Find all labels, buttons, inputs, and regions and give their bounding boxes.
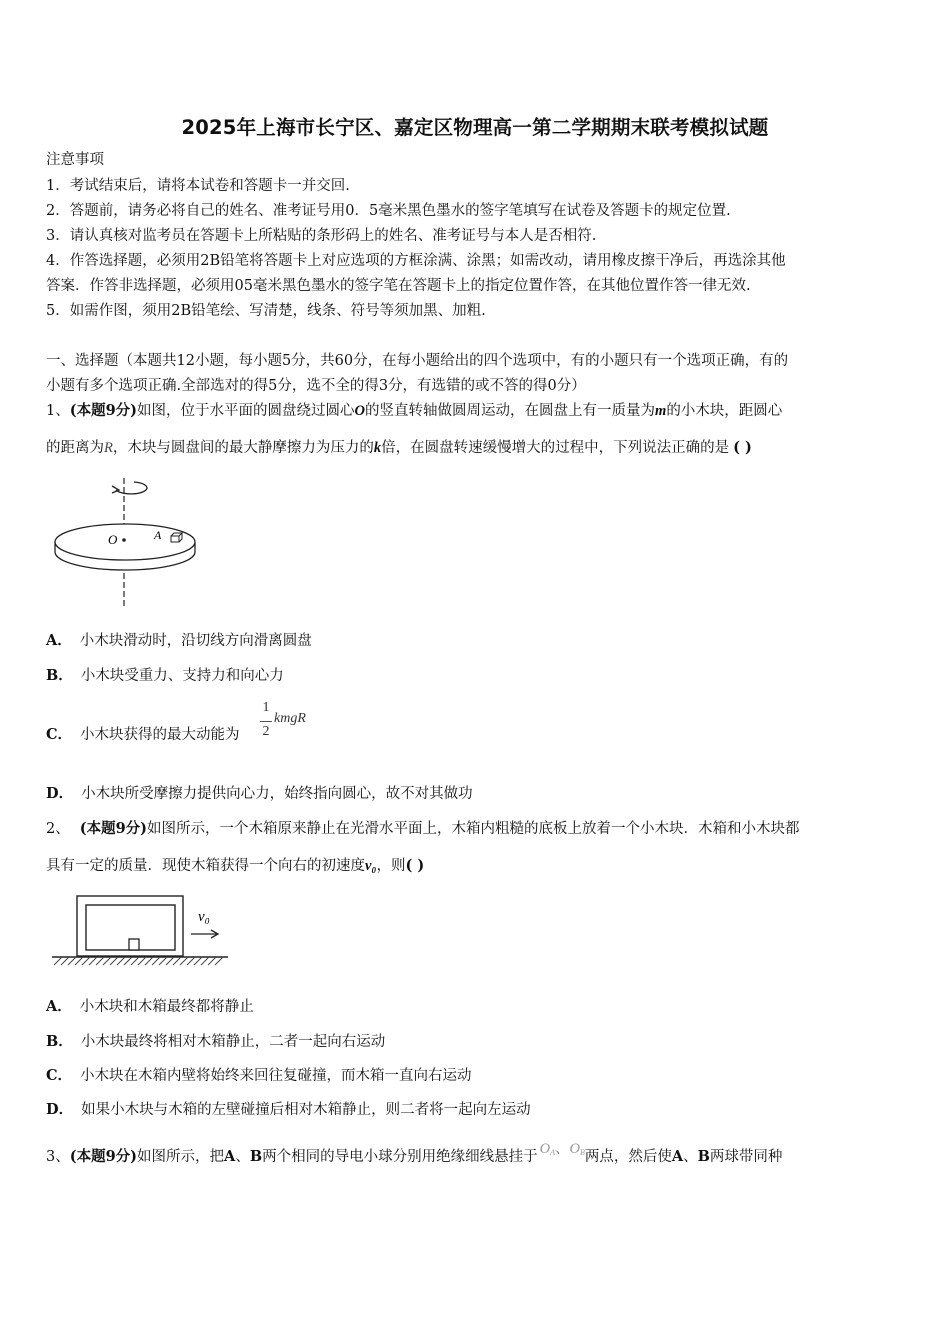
q3-var-a2: A (671, 1148, 684, 1165)
q2-option-d (46, 1100, 531, 1120)
q3-text: 、 (683, 1149, 698, 1165)
option-label: D． (46, 1101, 74, 1118)
q1-number: 1、 (46, 403, 70, 419)
q1-text: 的小木块，距圆心 (666, 403, 783, 419)
option-label: A． (46, 998, 72, 1015)
q1-text: 的距离为 (46, 440, 104, 456)
q1-option-c (46, 725, 240, 745)
option-text: 小木块受重力、支持力和向心力 (80, 668, 284, 684)
option-label: A． (46, 632, 72, 649)
q1-score: (本题9分) (69, 402, 138, 419)
q1-disc-figure (50, 470, 210, 612)
q1-text: 如图，位于水平面的圆盘绕过圆心 (137, 403, 355, 419)
option-label: C． (46, 1067, 73, 1084)
q2-line2 (46, 856, 424, 876)
q1-var-m: m (655, 403, 667, 419)
q2-box-figure (50, 890, 235, 976)
ground-hatch (54, 957, 223, 965)
label-v0: v₀ (198, 909, 210, 925)
q2-line1 (46, 819, 800, 839)
label-a: A (154, 528, 162, 542)
q2-option-b (46, 1032, 385, 1052)
q3-var-oa-sub: A (550, 1148, 555, 1157)
q3-text: 两点，然后使 (584, 1149, 672, 1165)
formula-denominator: 2 (262, 724, 270, 739)
option-text: 小木块滑动时，沿切线方向滑离圆盘 (79, 633, 312, 649)
q2-score: (本题9分) (79, 820, 148, 837)
notice-item: 答案．作答非选择题，必须用05毫米黑色墨水的签字笔在答题卡上的指定位置作答，在其他位置作答一律无效. (46, 278, 751, 294)
q1-var-o: O (354, 403, 366, 419)
option-text: 小木块在木箱内壁将始终来回往复碰撞，而木箱一直向右运动 (80, 1068, 472, 1084)
q1-text: 的竖直转轴做圆周运动，在圆盘上有一质量为 (365, 403, 656, 419)
q2-text: 如图所示，一个木箱原来静止在光滑水平面上，木箱内粗糙的底板上放着一个小木块．木箱和小木块都 (147, 821, 800, 837)
q3-text: 、 (235, 1149, 250, 1165)
wood-block (171, 536, 179, 542)
q3-line1 (46, 1141, 783, 1169)
rotation-arrow-icon (116, 482, 147, 494)
notice-item: 2．答题前，请务必将自己的姓名、准考证号用0．5毫米黑色墨水的签字笔填写在试卷及答题卡的规定位置. (46, 203, 731, 219)
small-block (129, 939, 139, 950)
q3-text: 如图所示，把 (137, 1149, 225, 1165)
option-text: 小木块和木箱最终都将静止 (79, 999, 254, 1015)
q2-answer-paren: ( ) (405, 857, 425, 874)
q3-var-b: B (249, 1148, 263, 1165)
center-point (122, 538, 126, 542)
page-title: 2025年上海市长宁区、嘉定区物理高一第二学期期末联考模拟试题 (181, 116, 769, 139)
q1-var-k: k (373, 440, 382, 456)
formula-expr: kmgR (274, 711, 306, 726)
option-label: C． (46, 726, 73, 743)
option-text: 小木块获得的最大动能为 (80, 727, 240, 743)
q1-option-b (46, 666, 284, 686)
q3-var-ob-sub: B (579, 1148, 585, 1157)
q3-var-ob: O (569, 1141, 580, 1157)
q3-text: 两个相同的导电小球分别用绝缘细线悬挂于 (262, 1149, 538, 1165)
option-text: 小木块所受摩擦力提供向心力，始终指向圆心，故不对其做功 (81, 786, 473, 802)
section-line: 一、选择题（本题共12小题，每小题5分，共60分，在每小题给出的四个选项中，有的小题只有一个选项正确，有的 (46, 353, 789, 369)
q2-var-v0: v₀ (365, 858, 377, 874)
notice-item: 1．考试结束后，请将本试卷和答题卡一并交回. (46, 178, 350, 194)
q3-text: 两球带同种 (709, 1149, 783, 1165)
q2-option-c (46, 1066, 472, 1086)
option-label: B． (46, 1033, 73, 1050)
q1-answer-paren: ( ) (733, 439, 752, 456)
q3-var-oa: O (539, 1141, 551, 1157)
q2-option-a (46, 997, 254, 1017)
formula-numerator: 1 (262, 700, 270, 715)
notice-heading: 注意事项 (46, 152, 104, 168)
option-text: 如果小木块与木箱的左壁碰撞后相对木箱静止，则二者将一起向左运动 (81, 1102, 531, 1118)
q2-text: 具有一定的质量．现使木箱获得一个向右的初速度 (46, 858, 365, 874)
q3-score: (本题9分) (69, 1148, 138, 1165)
option-label: B． (46, 667, 73, 684)
option-text: 小木块最终将相对木箱静止，二者一起向右运动 (80, 1034, 386, 1050)
q1-text: ，木块与圆盘间的最大静摩擦力为压力的 (112, 440, 374, 456)
q1-option-a (46, 631, 312, 651)
q1-text: 倍，在圆盘转速缓慢增大的过程中，下列说法正确的是 (381, 440, 730, 456)
label-o: O (108, 532, 118, 547)
notice-item: 5．如需作图，须用2B铅笔绘、写清楚，线条、符号等须加黑、加粗. (46, 303, 486, 319)
q3-sep: 、 (554, 1141, 570, 1157)
notice-item: 3．请认真核对监考员在答题卡上所粘贴的条形码上的姓名、准考证号与本人是否相符. (46, 228, 597, 244)
q1-line1 (46, 401, 782, 421)
q1-var-r: R (104, 440, 113, 456)
q1-line2 (46, 438, 752, 458)
q2-number: 2、 (46, 821, 70, 837)
q2-text: ，则 (376, 858, 406, 874)
option-label: D． (46, 785, 74, 802)
formula-fraction-bar (260, 721, 272, 722)
q1-option-d (46, 784, 473, 804)
q3-var-a: A (224, 1148, 236, 1165)
section-line: 小题有多个选项正确.全部选对的得5分，选不全的得3分，有选错的或不答的得0分） (46, 378, 586, 394)
notice-item: 4．作答选择题，必须用2B铅笔将答题卡上对应选项的方框涂满、涂黑；如需改动，请用橡皮擦干净后，再选涂其他 (46, 253, 786, 269)
q3-number: 3、 (46, 1149, 70, 1165)
q3-var-b2: B (697, 1148, 710, 1165)
